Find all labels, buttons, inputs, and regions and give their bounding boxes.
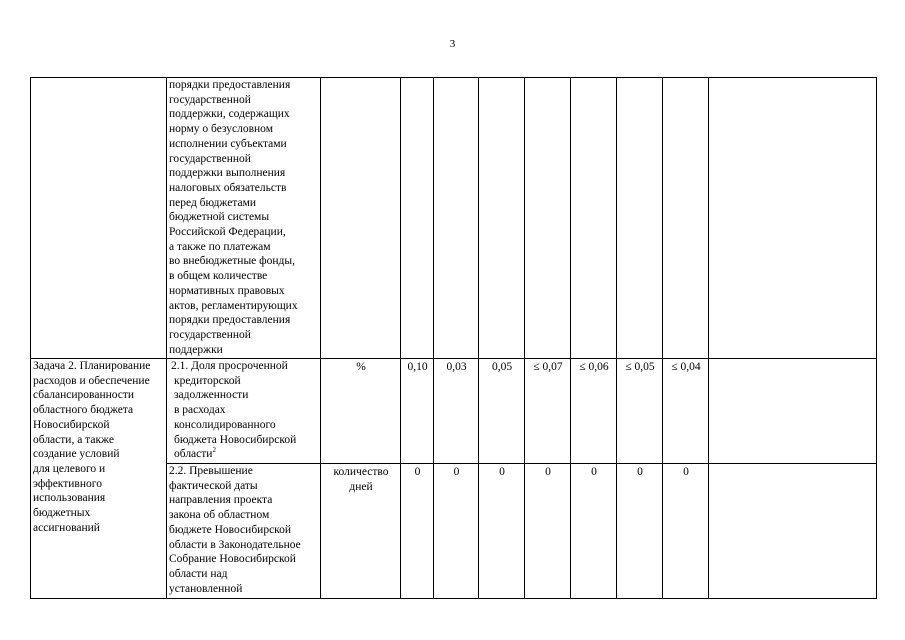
unit-line: количество xyxy=(333,466,389,478)
indicator-line: области над xyxy=(169,567,228,580)
task-line: Новосибирской xyxy=(33,418,110,431)
indicator-line: исполнении субъектами xyxy=(169,137,287,150)
indicators-table xyxy=(30,77,877,599)
indicator-line: налоговых обязательств xyxy=(169,181,287,194)
value-cell xyxy=(479,78,525,359)
indicator-line: норму о безусловном xyxy=(169,123,273,136)
unit-cell xyxy=(321,78,401,359)
indicator-line: 2.2. Превышение xyxy=(169,465,253,477)
page-number: 3 xyxy=(449,38,456,50)
task-line: использования xyxy=(33,492,106,505)
indicator-line: Российской Федерации, xyxy=(169,226,286,239)
value-cell xyxy=(663,78,709,359)
indicator-2-1-cell xyxy=(167,359,321,464)
value-cell: 0 xyxy=(525,464,571,599)
indicator-cell-continuation xyxy=(167,78,321,359)
value-cell: 0,03 xyxy=(434,359,479,464)
note-cell xyxy=(709,464,877,599)
indicator-line: Собрание Новосибирской xyxy=(169,553,296,566)
value-cell: ≤ 0,07 xyxy=(525,359,571,464)
indicator-line: нормативных правовых xyxy=(169,284,285,297)
indicator-line: 2.1. Доля просроченной xyxy=(171,360,288,372)
task-2-cell xyxy=(31,359,167,599)
value-cell xyxy=(525,78,571,359)
unit-cell: % xyxy=(321,359,401,464)
indicator-line: бюджета Новосибирской xyxy=(174,433,297,446)
task-line: сбалансированности xyxy=(33,389,135,402)
task-line: расходов и обеспечение xyxy=(33,374,150,387)
indicator-line: направления проекта xyxy=(169,494,273,507)
indicator-line: порядки предоставления xyxy=(169,79,291,91)
task-line: создание условий xyxy=(33,448,120,461)
indicator-line: перед бюджетами xyxy=(169,196,256,209)
indicator-line: поддержки xyxy=(169,343,223,356)
value-cell: 0 xyxy=(571,464,617,599)
value-cell: ≤ 0,06 xyxy=(571,359,617,464)
value-cell xyxy=(434,78,479,359)
indicator-line: поддержки, содержащих xyxy=(169,108,290,121)
value-cell: 0 xyxy=(663,464,709,599)
indicator-line: порядки предоставления xyxy=(169,314,291,327)
note-cell xyxy=(709,359,877,464)
task-line: бюджетных xyxy=(33,507,91,520)
indicator-line: государственной xyxy=(169,152,251,165)
indicator-line-text: области xyxy=(174,448,213,461)
note-cell xyxy=(709,78,877,359)
table-row-indicator-2-1 xyxy=(31,359,877,464)
table-row-continuation xyxy=(31,78,877,359)
task-cell-empty xyxy=(31,78,167,359)
value-cell xyxy=(617,78,663,359)
indicator-line: во внебюджетные фонды, xyxy=(169,255,295,268)
task-line: ассигнований xyxy=(33,521,100,534)
indicator-line: области в Законодательное xyxy=(169,538,301,551)
indicator-2-2-cell xyxy=(167,464,321,599)
indicator-line: государственной xyxy=(169,328,251,341)
footnote-mark: 2 xyxy=(212,446,216,455)
unit-line: дней xyxy=(349,480,373,493)
task-line: областного бюджета xyxy=(33,404,134,417)
value-cell: ≤ 0,05 xyxy=(617,359,663,464)
indicator-line: поддержки выполнения xyxy=(169,167,286,180)
task-line: Задача 2. Планирование xyxy=(33,360,151,372)
value-cell: 0 xyxy=(479,464,525,599)
indicator-line-last xyxy=(171,447,319,462)
indicator-line: задолженности xyxy=(174,389,249,402)
task-line: области, а также xyxy=(33,433,114,446)
value-cell: ≤ 0,04 xyxy=(663,359,709,464)
indicator-line: в общем количестве xyxy=(169,270,268,283)
value-cell: 0,10 xyxy=(401,359,434,464)
value-cell: 0,05 xyxy=(479,359,525,464)
value-cell xyxy=(401,78,434,359)
task-line: для целевого и xyxy=(33,462,106,475)
indicator-line: фактической даты xyxy=(169,479,258,492)
value-cell: 0 xyxy=(401,464,434,599)
indicator-line: актов, регламентирующих xyxy=(169,299,298,312)
indicator-line: кредиторской xyxy=(174,374,241,387)
value-cell: 0 xyxy=(434,464,479,599)
indicator-line: консолидированного xyxy=(174,418,276,431)
indicator-line: установленной xyxy=(169,582,243,595)
indicator-line: в расходах xyxy=(174,404,226,417)
indicator-line: государственной xyxy=(169,93,251,106)
indicator-line: бюджете Новосибирской xyxy=(169,523,292,536)
value-cell: 0 xyxy=(617,464,663,599)
indicator-line: закона об областном xyxy=(169,509,270,522)
value-cell xyxy=(571,78,617,359)
indicator-line: а также по платежам xyxy=(169,240,271,253)
indicator-line: бюджетной системы xyxy=(169,211,270,224)
task-line: эффективного xyxy=(33,477,102,490)
unit-cell xyxy=(321,464,401,599)
